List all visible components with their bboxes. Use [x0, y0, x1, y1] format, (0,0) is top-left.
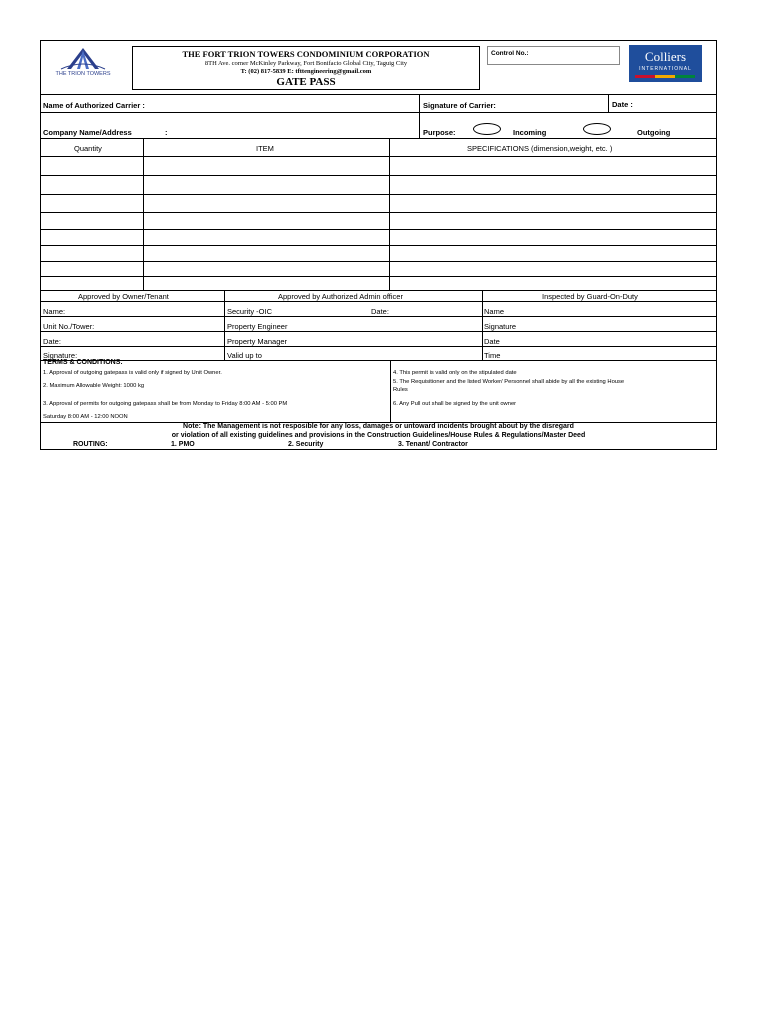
- owner-unit-field[interactable]: Unit No./Tower:: [43, 322, 95, 331]
- corp-name: THE FORT TRION TOWERS CONDOMINIUM CORPORATION: [182, 49, 430, 59]
- note-line-2: or violation of all existing guidelines and provisions in the Construction Guidelines/House Rules & Regulations/Master Deed: [171, 432, 586, 439]
- property-manager-field[interactable]: Property Manager: [227, 337, 288, 346]
- term-3-saturday: Saturday 8:00 AM - 12:00 NOON: [43, 414, 128, 420]
- corp-contact: T: (02) 817-5839 E: tfttengineering@gmail.com: [240, 68, 372, 75]
- approval-guard-header: Inspected by Guard-On-Duty: [542, 292, 638, 301]
- term-3: 3. Approval of permits for outgoing gatepass shall be from Monday to Friday 8:00 AM - 5:00 PM: [43, 401, 288, 407]
- trion-towers-logo: [47, 47, 119, 81]
- carrier-name-label: Name of Authorized Carrier :: [43, 101, 145, 110]
- owner-date-field[interactable]: Date:: [43, 337, 61, 346]
- security-date-field[interactable]: Date:: [371, 307, 389, 316]
- guard-date-field[interactable]: Date: [484, 337, 500, 346]
- approval-owner-header: Approved by Owner/Tenant: [78, 292, 169, 301]
- routing-label: ROUTING:: [73, 441, 108, 448]
- property-engineer-field[interactable]: Property Engineer: [227, 322, 288, 331]
- incoming-radio[interactable]: [473, 123, 501, 135]
- term-5-cont: Rules: [393, 387, 408, 393]
- carrier-signature-label: Signature of Carrier:: [423, 101, 496, 110]
- term-1: 1. Approval of outgoing gatepass is valid only if signed by Unit Owner.: [43, 370, 222, 376]
- control-no-box[interactable]: [487, 46, 620, 65]
- colliers-stripe-green: [675, 75, 695, 78]
- colliers-sub: INTERNATIONAL: [639, 66, 692, 72]
- security-oic-field[interactable]: Security -OIC: [227, 307, 273, 316]
- company-colon: :: [165, 128, 168, 137]
- date-label: Date :: [612, 100, 633, 109]
- gate-pass-form: [40, 40, 717, 450]
- table-row[interactable]: [41, 175, 716, 176]
- colliers-stripe-yellow: [655, 75, 675, 78]
- specifications-header: SPECIFICATIONS (dimension,weight, etc. ): [467, 144, 613, 153]
- incoming-label: Incoming: [513, 128, 547, 137]
- guard-time-field[interactable]: Time: [484, 351, 501, 360]
- term-5: 5. The Requisitioner and the listed Worker/ Personnel shall abide by all the existing House: [393, 379, 625, 385]
- table-row[interactable]: [41, 212, 716, 213]
- table-row[interactable]: [41, 245, 716, 246]
- table-row[interactable]: [41, 261, 716, 262]
- purpose-label: Purpose:: [423, 128, 456, 137]
- term-4: 4. This permit is valid only on the stipulated date: [393, 370, 517, 376]
- quantity-header: Quantity: [74, 144, 102, 153]
- table-row[interactable]: [41, 229, 716, 230]
- logo-text: THE TRION TOWERS: [55, 71, 111, 77]
- colliers-name: Colliers: [644, 49, 687, 64]
- table-row[interactable]: [41, 276, 716, 277]
- control-no-label: Control No.:: [491, 50, 529, 57]
- terms-title: TERMS & CONDITIONS:: [43, 359, 123, 366]
- tent-icon: [47, 47, 119, 71]
- colliers-stripe-red: [635, 75, 655, 78]
- outgoing-label: Outgoing: [637, 128, 671, 137]
- owner-signature-field[interactable]: Signature:: [43, 351, 78, 360]
- table-row[interactable]: [41, 194, 716, 195]
- item-header: ITEM: [256, 144, 274, 153]
- company-label: Company Name/Address: [43, 128, 132, 137]
- outgoing-radio[interactable]: [583, 123, 611, 135]
- document-title: GATE PASS: [276, 76, 336, 88]
- routing-pmo: 1. PMO: [171, 441, 195, 448]
- guard-name-field[interactable]: Name: [484, 307, 505, 316]
- routing-tenant: 3. Tenant/ Contractor: [398, 441, 468, 448]
- routing-security: 2. Security: [288, 441, 324, 448]
- note-line-1: Note: The Management is not resposible for any loss, damages or untoward incidents brought about by the disregard: [183, 423, 574, 430]
- title-block: [132, 46, 480, 90]
- valid-up-to-field[interactable]: Valid up to: [227, 351, 262, 360]
- colliers-logo: [629, 45, 702, 82]
- corp-address: 8TH Ave. corner McKinley Parkway, Fort Bonifacio Global City, Taguig City: [204, 60, 408, 67]
- owner-name-field[interactable]: Name:: [43, 307, 66, 316]
- term-2: 2. Maximum Allowable Weight: 1000 kg: [43, 383, 145, 389]
- guard-signature-field[interactable]: Signature: [484, 322, 517, 331]
- term-6: 6. Any Pull out shall be signed by the unit owner: [393, 401, 517, 407]
- approval-admin-header: Approved by Authorized Admin officer: [278, 292, 403, 301]
